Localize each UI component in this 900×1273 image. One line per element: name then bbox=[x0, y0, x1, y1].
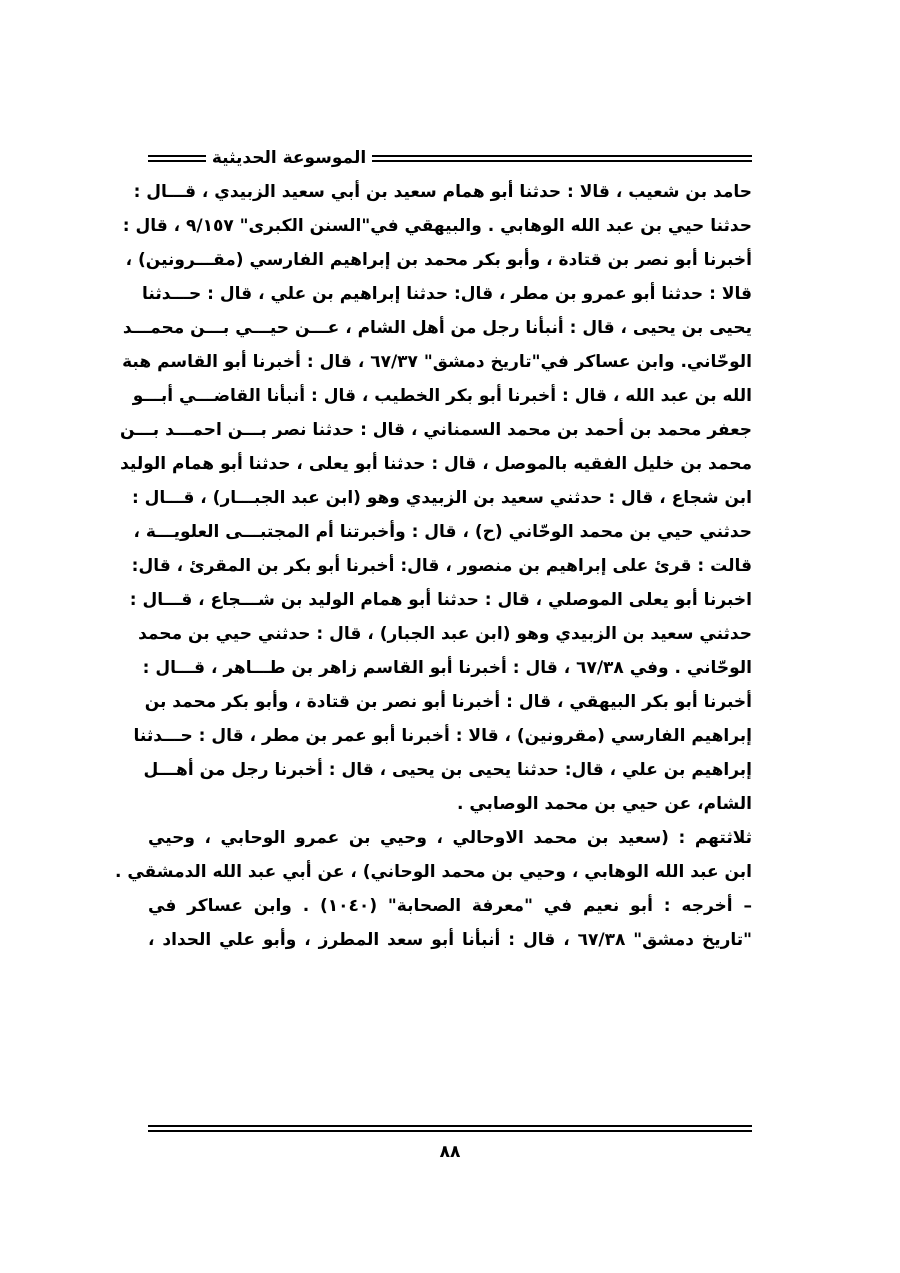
text-line: حدثنا حيي بن عبد الله الوهابي . والبيهقي في"السنن الكبرى" ٩/١٥٧ ، قال : bbox=[122, 216, 752, 236]
takhrij-line: – أخرجه : أبو نعيم في "معرفة الصحابة" (١٠٤٠) . وابن عساكر في bbox=[148, 896, 752, 916]
text-line: الله بن عبد الله ، قال : أخبرنا أبو بكر الخطيب ، قال : أنبأنا القاضـــي أبـــو bbox=[132, 386, 752, 406]
header-rule-right bbox=[372, 155, 752, 163]
page-number: ٨٨ bbox=[439, 1142, 461, 1162]
summary-line: ابن عبد الله الوهابي ، وحيي بن محمد الوحاني) ، عن أبي عبد الله الدمشقي . bbox=[114, 862, 752, 882]
page-header bbox=[148, 146, 752, 172]
text-line: اخبرنا أبو يعلى الموصلي ، قال : حدثنا أبو همام الوليد بن شـــجاع ، قـــال : bbox=[129, 590, 752, 610]
summary-line: ثلاثتهم : (سعيد بن محمد الاوحالي ، وحيي بن عمرو الوحابي ، وحيي bbox=[148, 828, 752, 848]
text-line: قالا : حدثنا أبو عمرو بن مطر ، قال: حدثنا إبراهيم بن علي ، قال : حـــدثنا bbox=[142, 284, 752, 304]
text-line: يحيى بن يحيى ، قال : أنبأنا رجل من أهل الشام ، عـــن حيـــي بـــن محمـــد bbox=[122, 318, 752, 338]
text-line: الوحّاني . وفي ٦٧/٣٨ ، قال : أخبرنا أبو القاسم زاهر بن طـــاهر ، قـــال : bbox=[142, 658, 752, 678]
text-line: الوحّاني. وابن عساكر في"تاريخ دمشق" ٦٧/٣٧ ، قال : أخبرنا أبو القاسم هبة bbox=[122, 352, 752, 372]
takhrij-line: "تاريخ دمشق" ٦٧/٣٨ ، قال : أنبأنا أبو سعد المطرز ، وأبو علي الحداد ، bbox=[148, 930, 752, 950]
text-line: ابن شجاع ، قال : حدثني سعيد بن الزبيدي وهو (ابن عبد الجبـــار) ، قـــال : bbox=[131, 488, 752, 508]
text-line: حدثني سعيد بن الزبيدي وهو (ابن عبد الجبار) ، قال : حدثني حيي بن محمد bbox=[138, 624, 752, 644]
text-line: أخبرنا أبو بكر البيهقي ، قال : أخبرنا أبو نصر بن قتادة ، وأبو بكر محمد بن bbox=[144, 692, 752, 712]
text-line: إبراهيم الفارسي (مقرونين) ، قالا : أخبرنا أبو عمر بن مطر ، قال : حـــدثنا bbox=[133, 726, 752, 746]
text-line: أخبرنا أبو نصر بن قتادة ، وأبو بكر محمد بن إبراهيم الفارسي (مقـــرونين) ، bbox=[125, 250, 752, 270]
footer-rule bbox=[148, 1125, 752, 1135]
text-line: محمد بن خليل الفقيه بالموصل ، قال : حدثنا أبو يعلى ، حدثنا أبو همام الوليد bbox=[120, 454, 752, 474]
text-line: الشام، عن حيي بن محمد الوصابي . bbox=[456, 794, 752, 814]
header-rule-left bbox=[148, 155, 206, 163]
text-line: جعفر محمد بن أحمد بن محمد السمناني ، قال : حدثنا نصر بـــن احمـــد بـــن bbox=[120, 420, 752, 440]
page-title: الموسوعة الحديثية bbox=[211, 148, 367, 168]
text-line: إبراهيم بن علي ، قال: حدثنا يحيى بن يحيى ، قال : أخبرنا رجل من أهـــل bbox=[143, 760, 752, 780]
text-line: حدثني حيي بن محمد الوحّاني (ح) ، قال : وأخبرتنا أم المجتبـــى العلويـــة ، bbox=[133, 522, 752, 542]
text-line: حامد بن شعيب ، قالا : حدثنا أبو همام سعيد بن أبي سعيد الزبيدي ، قـــال : bbox=[133, 182, 752, 202]
body-text bbox=[114, 175, 752, 957]
text-line: قالت : قرئ على إبراهيم بن منصور ، قال: أخبرنا أبو بكر بن المقرئ ، قال: bbox=[131, 556, 752, 576]
